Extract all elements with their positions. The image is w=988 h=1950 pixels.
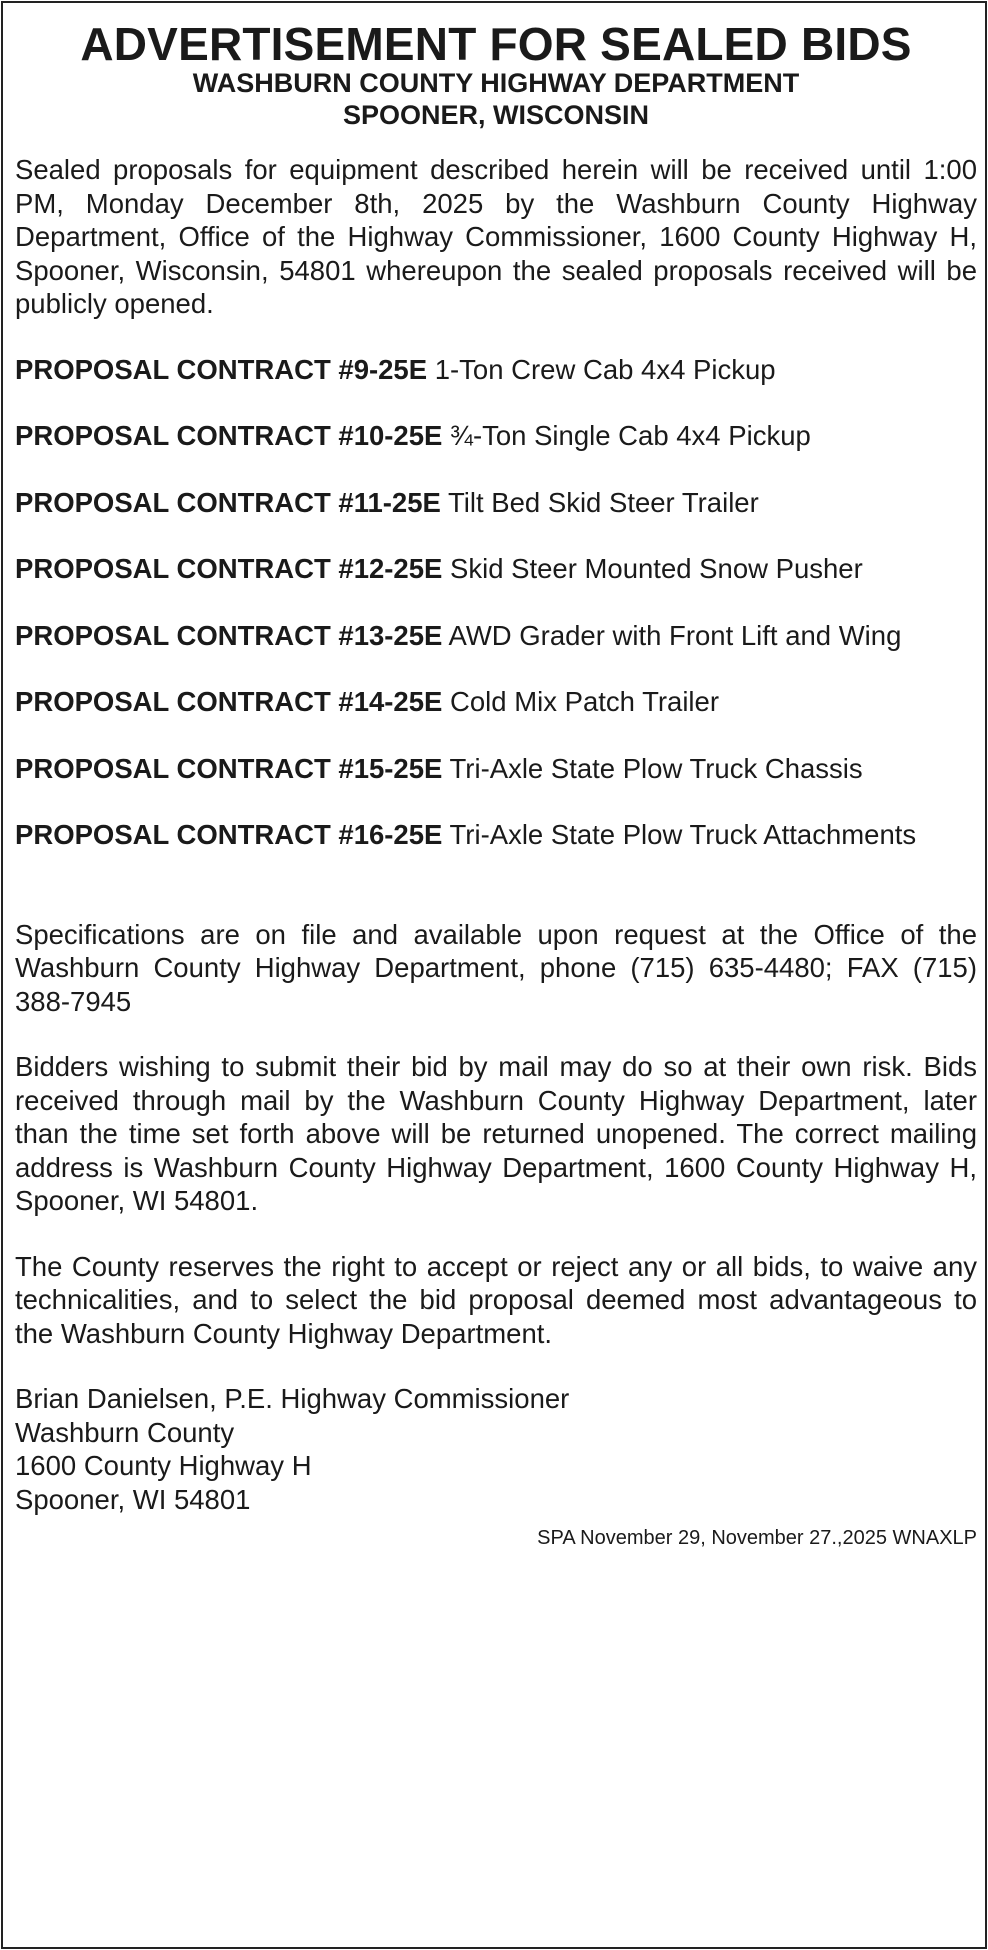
proposal-item [15, 685, 977, 719]
proposal-label: PROPOSAL CONTRACT #12-25E [15, 553, 443, 584]
proposal-item [15, 486, 977, 520]
signature-block [15, 1382, 977, 1516]
reservation-paragraph: The County reserves the right to accept or reject any or all bids, to waive any technicalities, and to select the bid proposal deemed most advantageous to the Washburn County Highway Department. [15, 1250, 977, 1349]
proposal-desc: AWD Grader with Front Lift and Wing [442, 619, 902, 651]
proposal-item [15, 353, 977, 387]
proposal-label: PROPOSAL CONTRACT #10-25E [15, 420, 443, 451]
proposal-desc: Cold Mix Patch Trailer [442, 686, 719, 717]
proposal-label: PROPOSAL CONTRACT #14-25E [15, 686, 443, 717]
proposal-label: PROPOSAL CONTRACT #9-25E [15, 353, 428, 385]
signer-city: Spooner, WI 54801 [15, 1483, 251, 1515]
proposal-item [15, 818, 977, 852]
publication-footer: SPA November 29, November 27.,2025 WNAXLP [537, 1527, 977, 1549]
proposal-label: PROPOSAL CONTRACT #11-25E [15, 486, 441, 518]
notice-border [1, 1, 987, 1949]
proposal-label: PROPOSAL CONTRACT #16-25E [15, 819, 443, 850]
signer-street: 1600 County Highway H [15, 1450, 312, 1481]
specifications-paragraph: Specifications are on file and available upon request at the Office of the Washburn County Highway Department, phone (715) 635-4480; FAX (715) 388-7945 [15, 918, 977, 1017]
mail-bids-paragraph: Bidders wishing to submit their bid by mail may do so at their own risk. Bids received through mail by the Washburn County Highway Department, later than the time set forth above will be returned unopened. The correct mailing address is Washburn County Highway Department, 1600 County Highway H, Spooner, WI 54801. [15, 1051, 977, 1216]
proposal-desc: 1-Ton Crew Cab 4x4 Pickup [427, 353, 776, 385]
proposal-desc: ¾-Ton Single Cab 4x4 Pickup [442, 420, 811, 451]
proposal-desc: Skid Steer Mounted Snow Pusher [442, 553, 863, 584]
proposal-desc: Tri-Axle State Plow Truck Attachments [442, 819, 917, 850]
proposal-item [15, 619, 977, 653]
signer-name: Brian Danielsen, P.E. Highway Commissioner [15, 1383, 570, 1414]
notice-title: ADVERTISEMENT FOR SEALED BIDS [80, 18, 912, 70]
notice-content [15, 18, 977, 1550]
proposal-item [15, 752, 977, 786]
department-name: WASHBURN COUNTY HIGHWAY DEPARTMENT [192, 68, 800, 98]
proposal-label: PROPOSAL CONTRACT #13-25E [15, 619, 443, 651]
signer-organization: Washburn County [15, 1416, 235, 1448]
proposal-item [15, 419, 977, 453]
proposal-item [15, 552, 977, 586]
proposal-desc: Tri-Axle State Plow Truck Chassis [442, 752, 863, 784]
department-location: SPOONER, WISCONSIN [342, 100, 650, 130]
proposal-label: PROPOSAL CONTRACT #15-25E [15, 752, 443, 784]
intro-paragraph: Sealed proposals for equipment described herein will be received until 1:00 PM, Monday December 8th, 2025 by the Washburn County Highway Department, Office of the Highway Commissioner, 1600 County Highway H, Spooner, Wisconsin, 54801 whereupon the sealed proposals received will be publicly opened. [15, 154, 977, 319]
proposal-desc: Tilt Bed Skid Steer Trailer [440, 486, 759, 518]
